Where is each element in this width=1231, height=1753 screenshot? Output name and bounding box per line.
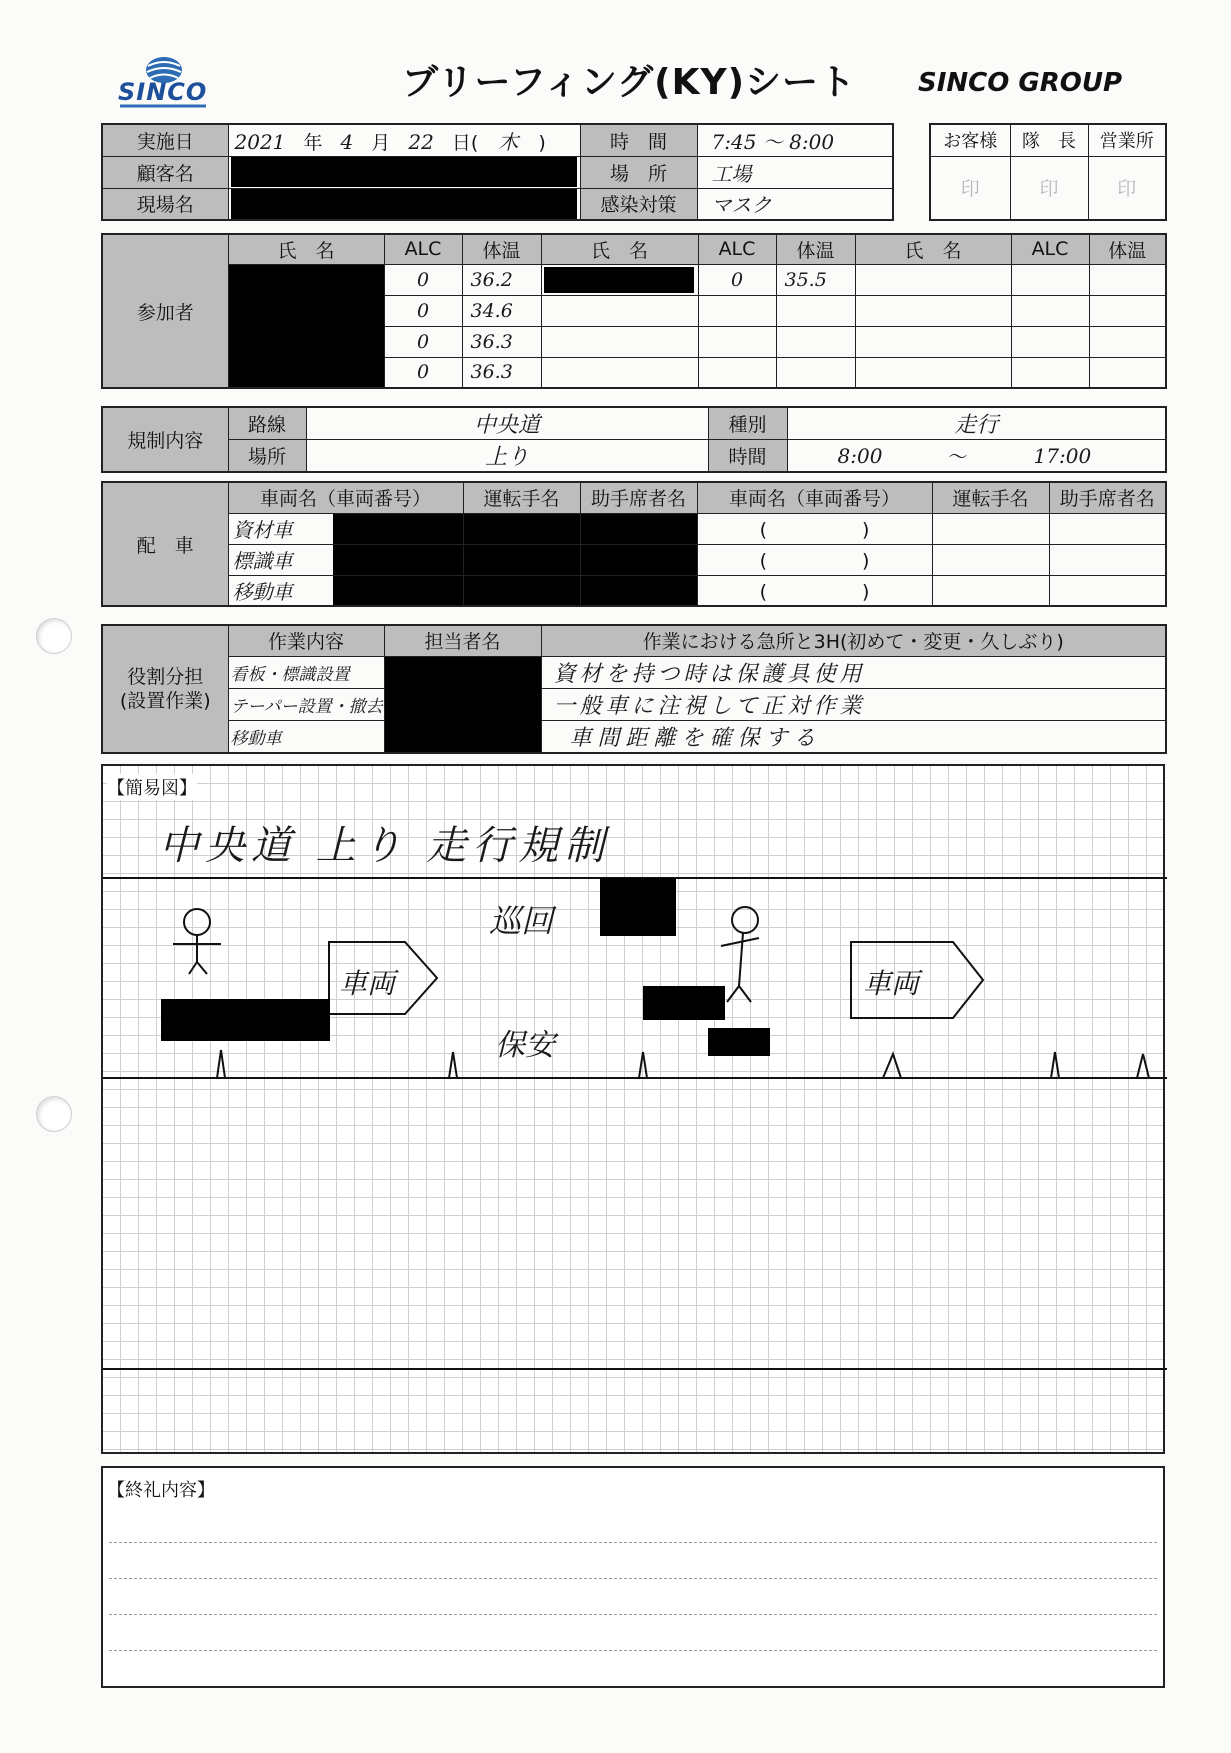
worker-figure-icon	[721, 907, 759, 1002]
role-work: 看板・標識設置	[228, 656, 384, 688]
approval-table	[929, 123, 1167, 221]
participant-alc: 0	[384, 264, 462, 295]
participants-col-name-2: 氏 名	[541, 234, 698, 264]
closing-area	[101, 1466, 1165, 1688]
participant-temp: 36.3	[462, 357, 541, 388]
sinco-logo-text: SINCO	[118, 78, 208, 106]
vehicle-col-name-1: 車両名（車両番号）	[228, 482, 463, 513]
redacted-box	[161, 999, 330, 1041]
participant-alc: 0	[384, 326, 462, 357]
participants-col-name-1: 氏 名	[228, 234, 384, 264]
binder-hole	[36, 618, 72, 654]
participant-alc: 0	[384, 295, 462, 326]
info-table	[101, 123, 894, 221]
participants-col-alc-1: ALC	[384, 234, 462, 264]
vehicle-placeholder: ( )	[697, 544, 932, 575]
role-point: 一般車に注視して正対作業	[541, 688, 1166, 720]
participant-temp: 36.3	[462, 326, 541, 357]
participant-temp: 35.5	[776, 264, 855, 295]
regulation-label: 規制内容	[102, 407, 228, 472]
sketch-label: 【簡易図】	[107, 774, 197, 800]
roles-label: 役割分担 (設置作業)	[102, 625, 228, 753]
vehicle-col-name-2: 車両名（車両番号）	[697, 482, 932, 513]
infection-value: マスク	[697, 188, 893, 220]
vehicle-col-driver-1: 運転手名	[463, 482, 580, 513]
vehicle-placeholder: ( )	[697, 513, 932, 544]
roles-col-work: 作業内容	[228, 625, 384, 656]
customer-value	[228, 156, 580, 188]
redacted-box	[708, 1028, 770, 1056]
infection-label: 感染対策	[580, 188, 697, 220]
vehicle-label-2: 車両	[863, 967, 920, 1000]
sinco-group-logo: SINCO GROUP	[918, 68, 1123, 98]
date-weekday: 木	[498, 129, 519, 154]
patrol-label: 巡回	[489, 902, 554, 940]
vehicle-assistant-redacted	[580, 575, 697, 606]
place-value: 工場	[697, 156, 893, 188]
vehicle-type: 資材車	[232, 518, 293, 542]
vehicle-driver-redacted	[463, 513, 580, 544]
date-day-unit: 日(	[451, 131, 479, 154]
participants-col-temp-3: 体温	[1089, 234, 1166, 264]
role-point: 資材を持つ時は保護具使用	[541, 656, 1166, 688]
participant-name-redacted	[541, 264, 698, 295]
vehicle-assistant-redacted	[580, 513, 697, 544]
date-cell	[228, 124, 580, 156]
participants-col-alc-3: ALC	[1011, 234, 1089, 264]
redacted-box	[643, 986, 725, 1020]
date-month: 4	[340, 129, 354, 154]
date-label: 実施日	[102, 124, 228, 156]
guard-label: 保安	[495, 1028, 555, 1063]
worker-figure-icon	[173, 909, 221, 974]
vehicle-type: 移動車	[232, 579, 293, 604]
date-month-unit: 月	[371, 131, 391, 154]
date-close: )	[538, 131, 546, 154]
place-label: 場 所	[580, 156, 697, 188]
regulation-time-value	[787, 440, 1166, 473]
redacted-box	[600, 878, 676, 936]
roles-col-person: 担当者名	[384, 625, 541, 656]
vehicle-row-name	[228, 575, 463, 606]
page-title: ブリーフィング(KY)シート	[402, 62, 857, 103]
closing-label: 【終礼内容】	[107, 1480, 215, 1501]
vehicle-driver-redacted	[463, 544, 580, 575]
regulation-place-value: 上り	[306, 440, 708, 473]
participants-col-temp-2: 体温	[776, 234, 855, 264]
participants-col-temp-1: 体温	[462, 234, 541, 264]
time-value: 7:45 〜 8:00	[697, 124, 893, 156]
binder-hole	[36, 1096, 72, 1132]
date-year-unit: 年	[303, 131, 323, 154]
vehicle-assistant-redacted	[580, 544, 697, 575]
date-day: 22	[408, 129, 434, 154]
vehicle-col-assistant-2: 助手席者名	[1049, 482, 1166, 513]
role-work: 移動車	[228, 720, 384, 753]
approval-header-leader: 隊 長	[1010, 124, 1088, 156]
approval-header-office: 営業所	[1088, 124, 1166, 156]
participants-col-name-3: 氏 名	[855, 234, 1011, 264]
vehicle-label-1: 車両	[339, 967, 396, 1000]
date-year: 2021	[234, 129, 286, 154]
participant-alc: 0	[698, 264, 776, 295]
vehicle-row-name	[228, 513, 463, 544]
vehicle-label: 配 車	[102, 482, 228, 606]
participant-temp: 34.6	[462, 295, 541, 326]
vehicle-placeholder: ( )	[697, 575, 932, 606]
vehicle-driver-redacted	[463, 575, 580, 606]
regulation-place-label: 場所	[228, 440, 306, 473]
roles-table	[101, 624, 1167, 754]
participant-alc: 0	[384, 357, 462, 388]
type-value: 走行	[787, 407, 1166, 440]
route-value: 中央道	[306, 407, 708, 440]
regulation-time-label: 時間	[708, 440, 787, 473]
sketch-title: 中央道 上り 走行規制	[159, 823, 611, 869]
site-value	[228, 188, 580, 220]
vehicle-row-name	[228, 544, 463, 575]
approval-stamp-leader: 印	[1010, 156, 1088, 220]
participants-col-alc-2: ALC	[698, 234, 776, 264]
participants-label: 参加者	[102, 234, 228, 388]
vehicle-col-assistant-1: 助手席者名	[580, 482, 697, 513]
regulation-time-end: 17:00	[1033, 444, 1092, 468]
vehicle-type: 標識車	[232, 549, 293, 573]
role-work: テーパー設置・撤去	[228, 688, 384, 720]
regulation-time-sep: 〜	[948, 446, 968, 468]
vehicle-col-driver-2: 運転手名	[932, 482, 1049, 513]
customer-label: 顧客名	[102, 156, 228, 188]
cone-icon	[217, 1050, 1149, 1078]
participant-names-redacted	[228, 264, 384, 388]
regulation-table	[101, 406, 1167, 473]
approval-stamp-office: 印	[1088, 156, 1166, 220]
role-person-redacted	[384, 656, 541, 753]
site-label: 現場名	[102, 188, 228, 220]
participants-table	[101, 233, 1167, 389]
sinco-logo	[112, 54, 212, 110]
regulation-time-start: 8:00	[837, 444, 883, 468]
road-diagram	[103, 766, 1167, 1456]
vehicle-table	[101, 481, 1167, 607]
route-label: 路線	[228, 407, 306, 440]
role-point: 車間距離を確保する	[541, 720, 1166, 753]
approval-header-customer: お客様	[930, 124, 1010, 156]
time-label: 時 間	[580, 124, 697, 156]
approval-stamp-customer: 印	[930, 156, 1010, 220]
roles-col-3h: 作業における急所と3H(初めて・変更・久しぶり)	[541, 625, 1166, 656]
type-label: 種別	[708, 407, 787, 440]
participant-temp: 36.2	[462, 264, 541, 295]
sketch-area	[101, 764, 1165, 1454]
